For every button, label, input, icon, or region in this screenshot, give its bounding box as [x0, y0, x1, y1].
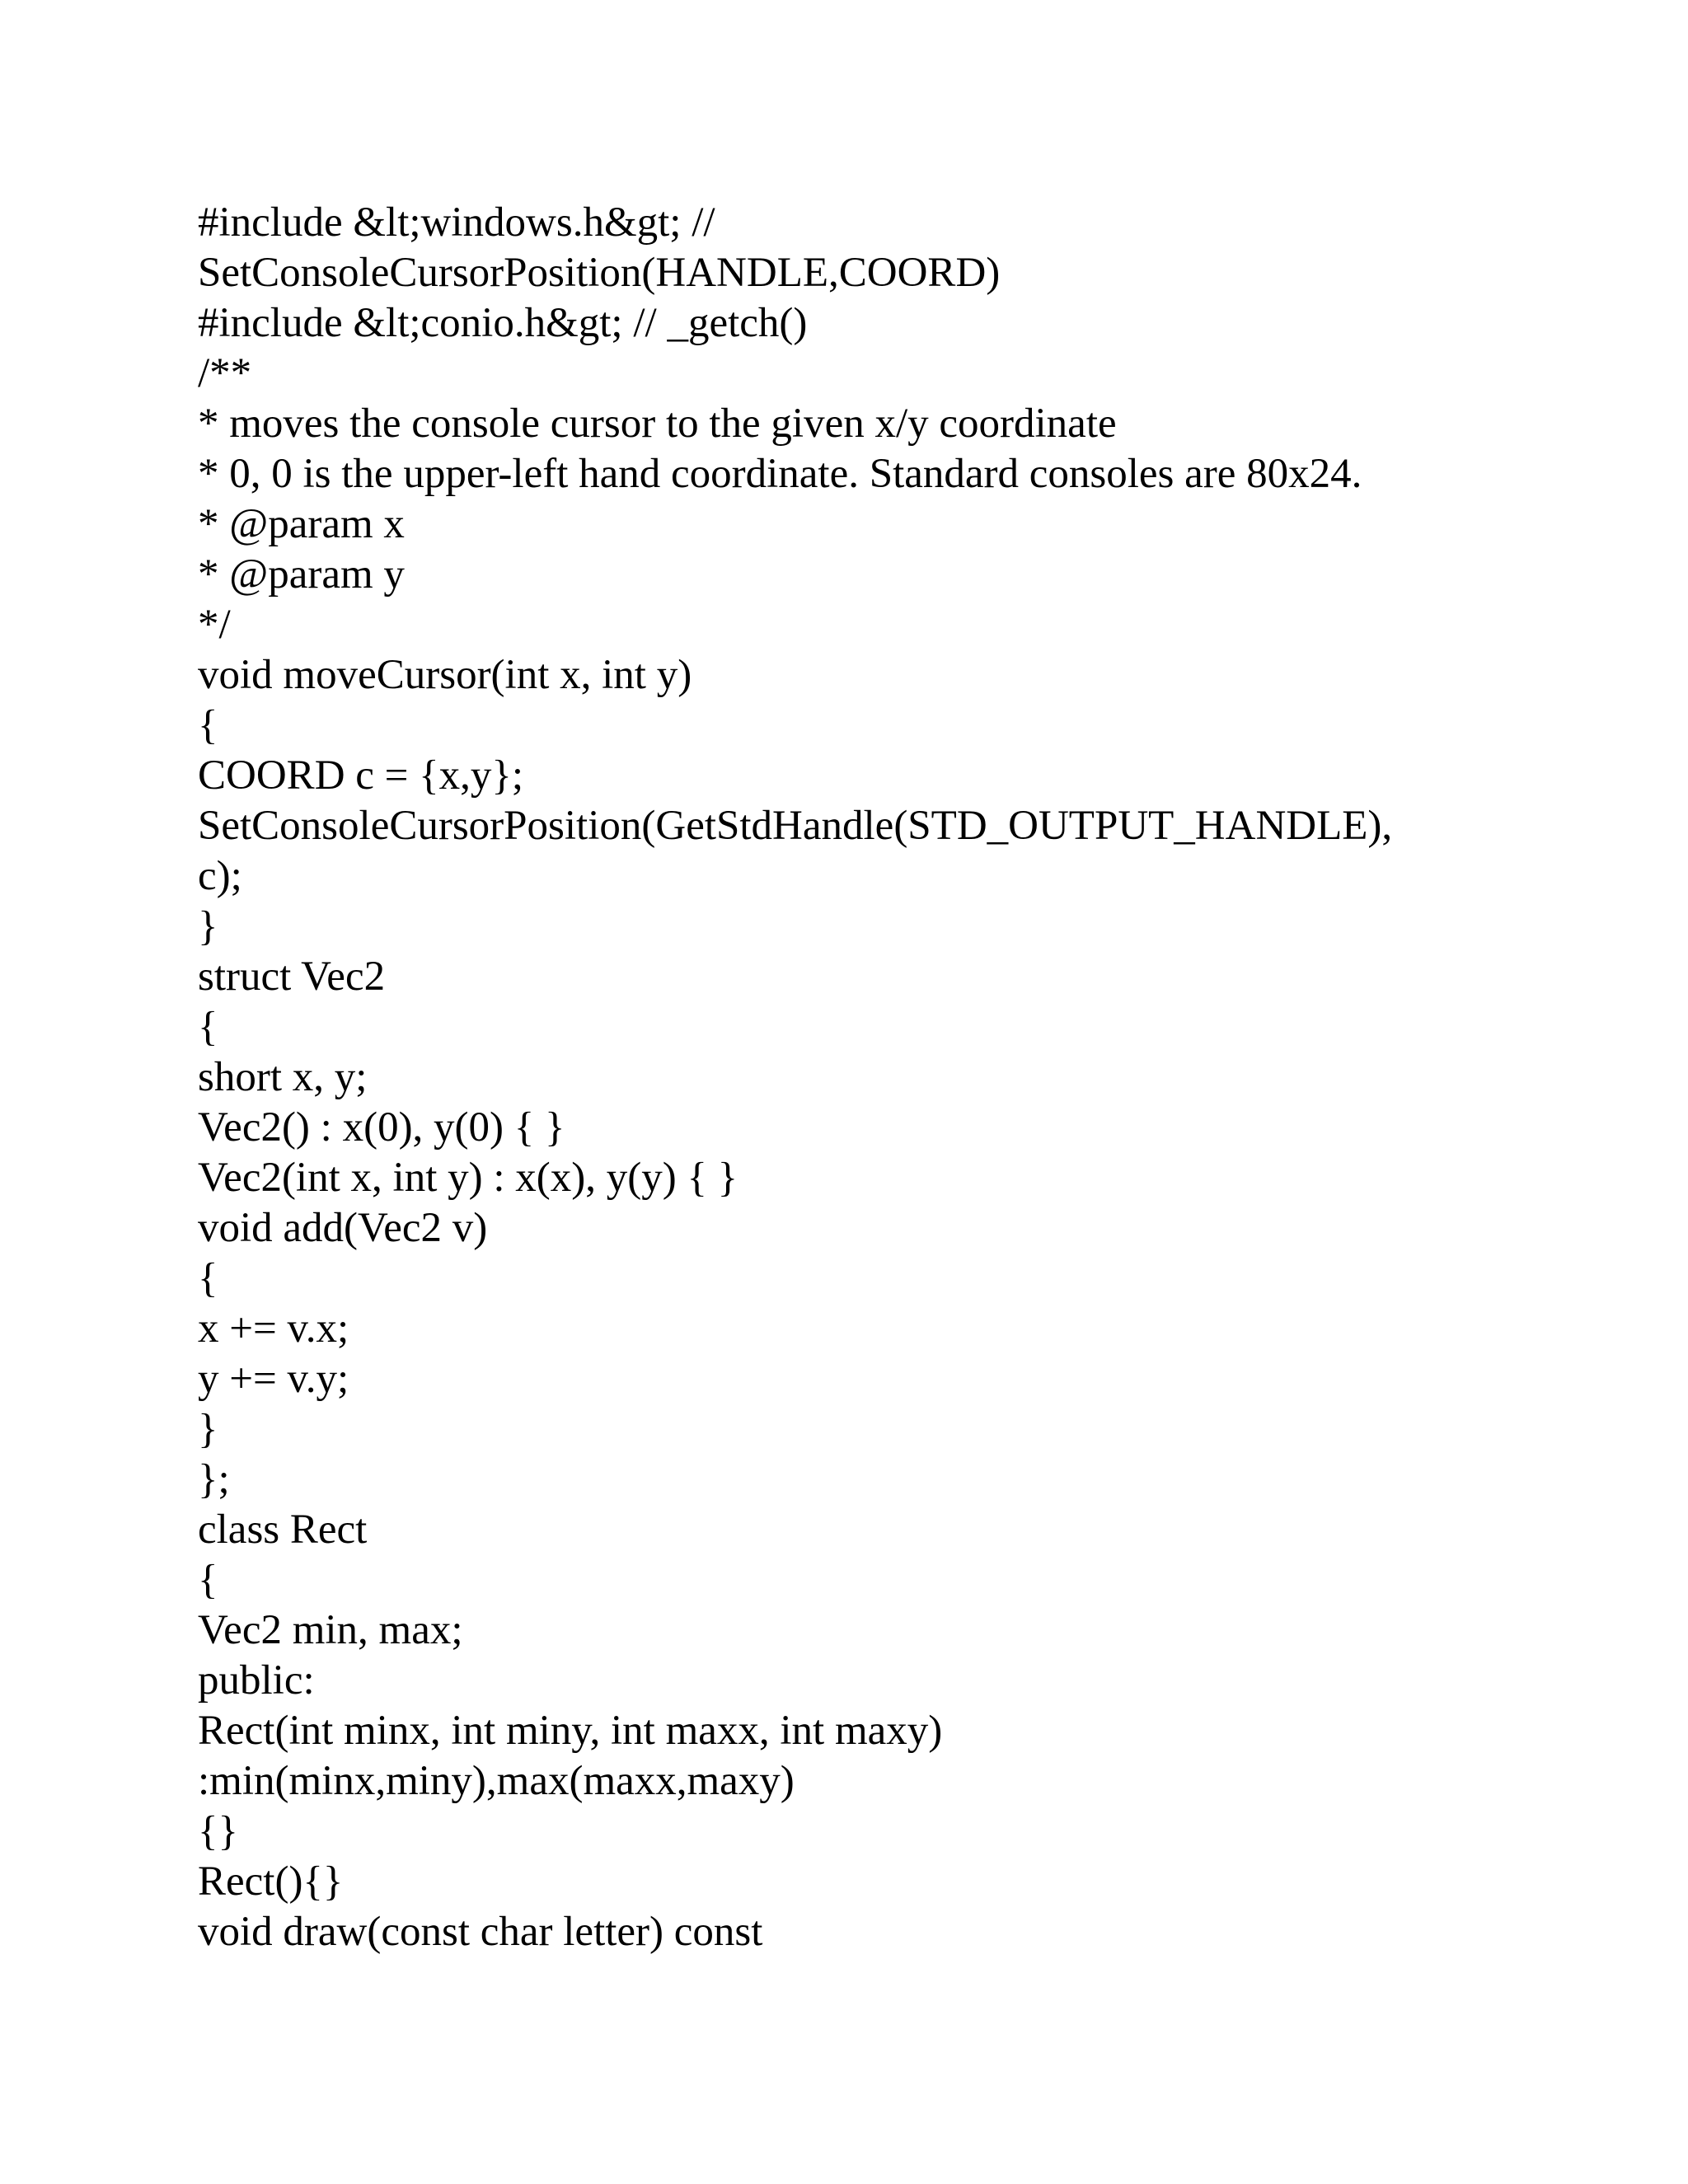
code-line-21: void add(Vec2 v) — [198, 1205, 488, 1251]
code-line-3: #include &lt;conio.h&gt; // _getch() — [198, 300, 808, 346]
code-line-4: /** — [198, 350, 252, 396]
code-line-29: Vec2 min, max; — [198, 1607, 463, 1653]
code-line-26: }; — [198, 1456, 230, 1502]
code-line-30: public: — [198, 1657, 315, 1704]
code-line-12: COORD c = {x,y}; — [198, 752, 524, 799]
code-line-25: } — [198, 1406, 218, 1452]
code-line-6: * 0, 0 is the upper-left hand coordinate. Standard consoles are 80x24. — [198, 451, 1362, 497]
code-line-20: Vec2(int x, int y) : x(x), y(y) { } — [198, 1155, 738, 1201]
code-line-24: y += v.y; — [198, 1356, 349, 1402]
code-line-13: SetConsoleCursorPosition(GetStdHandle(STD_OUTPUT_HANDLE), — [198, 803, 1393, 849]
code-line-5: * moves the console cursor to the given x/y coordinate — [198, 401, 1117, 447]
code-line-23: x += v.x; — [198, 1305, 349, 1352]
code-line-1: #include &lt;windows.h&gt; // — [198, 199, 715, 246]
code-line-31: Rect(int minx, int miny, int maxx, int maxy) — [198, 1708, 943, 1754]
code-line-8: * @param y — [198, 551, 405, 598]
code-line-28: { — [198, 1557, 218, 1603]
code-line-11: { — [198, 702, 218, 748]
code-line-2: SetConsoleCursorPosition(HANDLE,COORD) — [198, 250, 1001, 296]
code-line-22: { — [198, 1255, 218, 1301]
code-line-14: c); — [198, 853, 242, 899]
code-line-16: struct Vec2 — [198, 954, 386, 1000]
code-line-32: :min(minx,miny),max(maxx,maxy) — [198, 1758, 795, 1804]
code-line-19: Vec2() : x(0), y(0) { } — [198, 1104, 565, 1151]
code-line-33: {} — [198, 1808, 238, 1854]
code-line-27: class Rect — [198, 1507, 368, 1553]
code-line-34: Rect(){} — [198, 1858, 344, 1905]
code-listing — [198, 198, 1533, 1957]
code-line-17: { — [198, 1004, 218, 1050]
code-line-10: void moveCursor(int x, int y) — [198, 652, 692, 698]
code-line-7: * @param x — [198, 501, 405, 547]
code-line-9: */ — [198, 602, 231, 648]
code-line-15: } — [198, 903, 218, 949]
code-line-18: short x, y; — [198, 1054, 368, 1100]
code-line-35: void draw(const char letter) const — [198, 1909, 763, 1955]
